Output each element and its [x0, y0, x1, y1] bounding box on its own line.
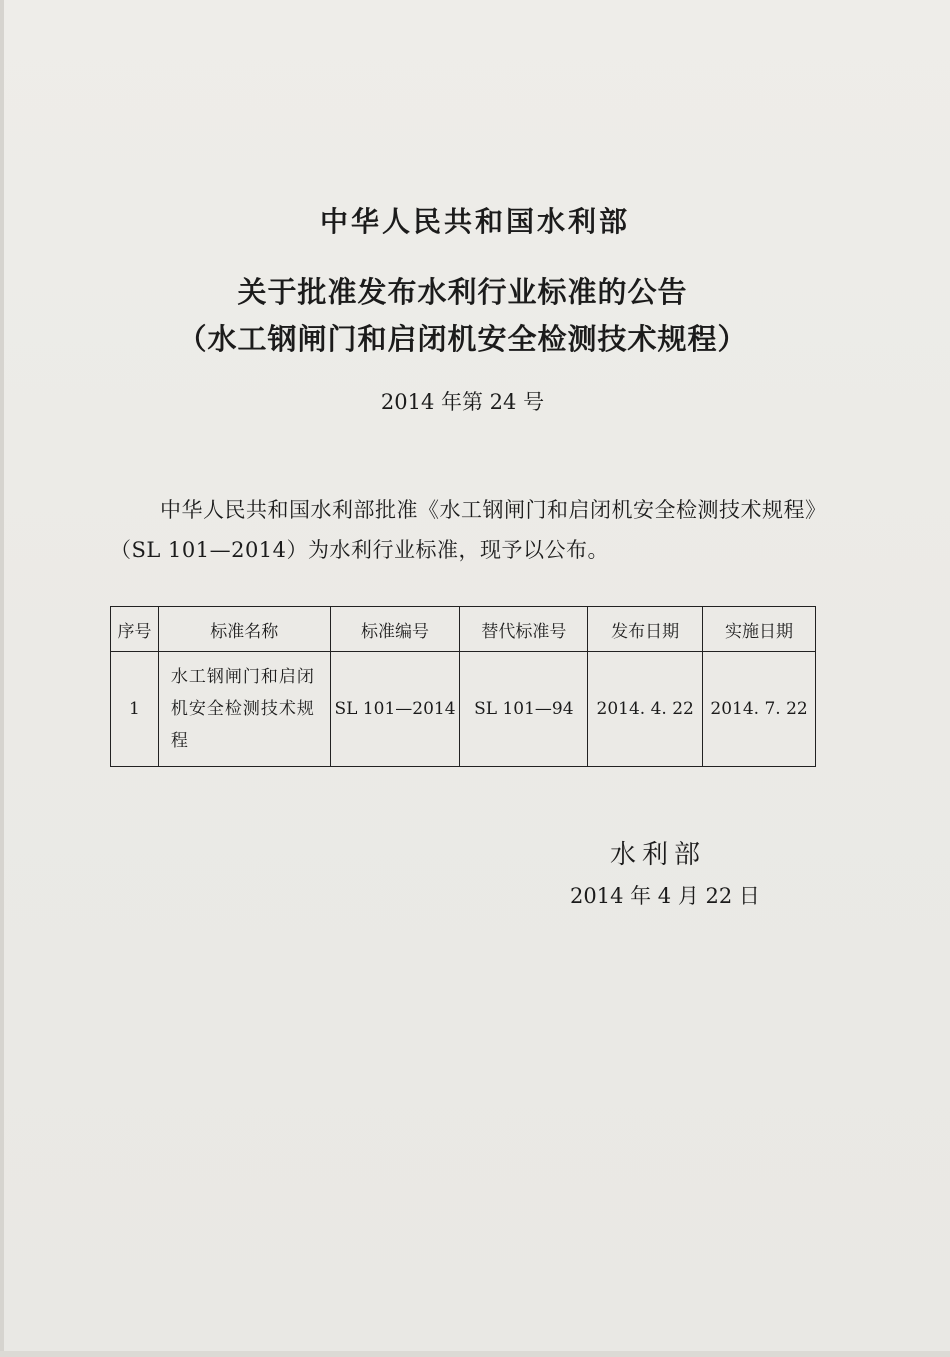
table-header-row: [111, 607, 816, 652]
cell-name: 水工钢闸门和启闭机安全检测技术规程: [158, 652, 330, 767]
cell-effective-date: 2014. 7. 22: [703, 652, 816, 767]
header-code: 标准编号: [330, 607, 460, 652]
page-edge: [0, 1351, 950, 1357]
announcement-subtitle: （水工钢闸门和启闭机安全检测技术规程）: [177, 322, 748, 356]
cell-issue-date: 2014. 4. 22: [588, 652, 703, 767]
cell-code: SL 101—2014: [330, 652, 460, 767]
cell-replaces: SL 101—94: [460, 652, 588, 767]
header-issue-date: 发布日期: [588, 607, 703, 652]
signature-date: 2014 年 4 月 22 日: [570, 884, 760, 908]
standards-table: [110, 606, 816, 767]
header-effective-date: 实施日期: [703, 607, 816, 652]
announcement-title: 关于批准发布水利行业标准的公告: [237, 275, 688, 309]
announcement-body: 中华人民共和国水利部批准《水工钢闸门和启闭机安全检测技术规程》（SL 101—2014）为水利行业标准，现予以公布。: [110, 498, 816, 562]
table-row: [111, 652, 816, 767]
header-name: 标准名称: [158, 607, 330, 652]
issuer-heading: 中华人民共和国水利部: [319, 205, 630, 238]
header-replaces: 替代标准号: [460, 607, 588, 652]
announcement-number: 2014 年第 24 号: [380, 390, 545, 414]
signature-org: 水利部: [610, 840, 707, 870]
cell-index: 1: [111, 652, 159, 767]
header-index: 序号: [111, 607, 159, 652]
